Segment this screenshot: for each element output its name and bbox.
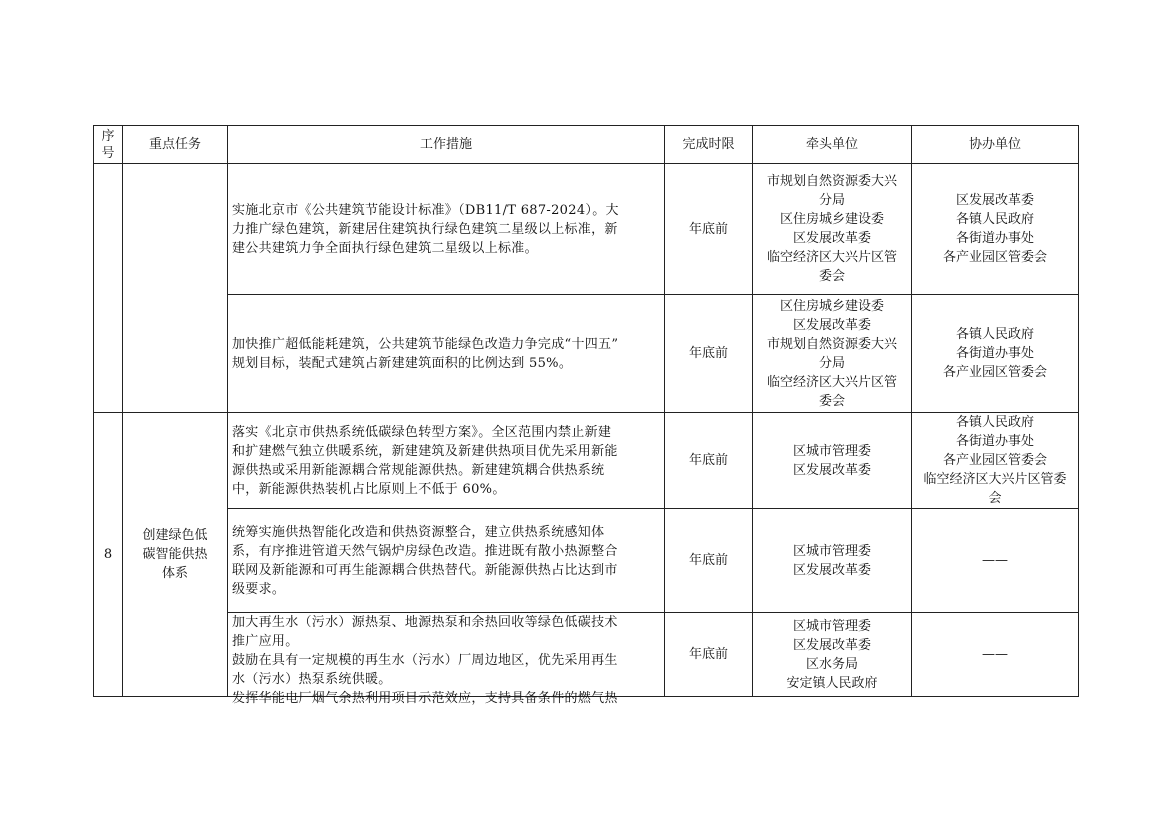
number-cell: 8 bbox=[94, 413, 123, 697]
measure-cell: 统筹实施供热智能化改造和供热资源整合，建立供热系统感知体 系，有序推进管道天然气锅炉房绿色改造。推进既有散小热源整合 联网及新能源和可再生能源耦合供热替代。新能源供热占比达到市 级要求。 bbox=[228, 509, 665, 613]
measure-cell: 实施北京市《公共建筑节能设计标准》（DB11/T 687-2024）。大 力推广绿色建筑，新建居住建筑执行绿色建筑二星级以上标准，新 建公共建筑力争全面执行绿色建筑二星级以上标准。 bbox=[228, 164, 665, 295]
lead-unit-cell: 区住房城乡建设委 区发展改革委 市规划自然资源委大兴 分局 临空经济区大兴片区管 委会 bbox=[753, 295, 912, 413]
measure-cell-clipped bbox=[228, 613, 665, 706]
header-assist-unit: 协办单位 bbox=[912, 126, 1079, 164]
table-row bbox=[94, 164, 1079, 295]
table-row bbox=[94, 295, 1079, 413]
measure-cell: 加快推广超低能耗建筑，公共建筑节能绿色改造力争完成“十四五” 规划目标，装配式建筑占新建建筑面积的比例达到 55%。 bbox=[228, 295, 665, 413]
measure-text: 加大再生水（污水）源热泵、地源热泵和余热回收等绿色低碳技术 推广应用。 鼓励在具有一定规模的再生水（污水）厂周边地区，优先采用再生 水（污水）热泵系统供暖。 发挥华能电厂烟气余热利用项目示范效应，支持具备条件的燃气热 bbox=[232, 615, 618, 706]
deadline-cell: 年底前 bbox=[665, 164, 753, 295]
key-task-cell: 创建绿色低 碳智能供热 体系 bbox=[123, 413, 228, 697]
lead-unit-cell: 区城市管理委 区发展改革委 bbox=[753, 509, 912, 613]
task-table bbox=[93, 125, 1079, 706]
lead-unit-cell: 区城市管理委 区发展改革委 区水务局 安定镇人民政府 bbox=[753, 613, 912, 697]
lead-unit-cell: 区城市管理委 区发展改革委 bbox=[753, 413, 912, 509]
number-cell-empty bbox=[94, 164, 123, 413]
deadline-cell: 年底前 bbox=[665, 613, 753, 697]
task-cell-empty bbox=[123, 164, 228, 413]
table-row bbox=[94, 413, 1079, 509]
table-row bbox=[94, 613, 1079, 697]
header-key-task: 重点任务 bbox=[123, 126, 228, 164]
assist-unit-cell: 区发展改革委 各镇人民政府 各街道办事处 各产业园区管委会 bbox=[912, 164, 1079, 295]
assist-unit-cell: 各镇人民政府 各街道办事处 各产业园区管委会 bbox=[912, 295, 1079, 413]
header-number: 序 号 bbox=[94, 126, 123, 164]
deadline-cell: 年底前 bbox=[665, 509, 753, 613]
header-deadline: 完成时限 bbox=[665, 126, 753, 164]
assist-unit-cell: —— bbox=[912, 613, 1079, 697]
header-lead-unit: 牵头单位 bbox=[753, 126, 912, 164]
assist-unit-cell: 各镇人民政府 各街道办事处 各产业园区管委会 临空经济区大兴片区管委 会 bbox=[912, 413, 1079, 509]
lead-unit-cell: 市规划自然资源委大兴 分局 区住房城乡建设委 区发展改革委 临空经济区大兴片区管 委会 bbox=[753, 164, 912, 295]
measure-cell: 落实《北京市供热系统低碳绿色转型方案》。全区范围内禁止新建 和扩建燃气独立供暖系统，新建建筑及新建供热项目优先采用新能 源供热或采用新能源耦合常规能源供热。新建建筑耦合供热系统 中，新能源供热装机占比原则上不低于 60%。 bbox=[228, 413, 665, 509]
header-measures: 工作措施 bbox=[228, 126, 665, 164]
deadline-cell: 年底前 bbox=[665, 295, 753, 413]
table-row bbox=[94, 509, 1079, 613]
table-header-row bbox=[94, 126, 1079, 164]
assist-unit-cell: —— bbox=[912, 509, 1079, 613]
deadline-cell: 年底前 bbox=[665, 413, 753, 509]
